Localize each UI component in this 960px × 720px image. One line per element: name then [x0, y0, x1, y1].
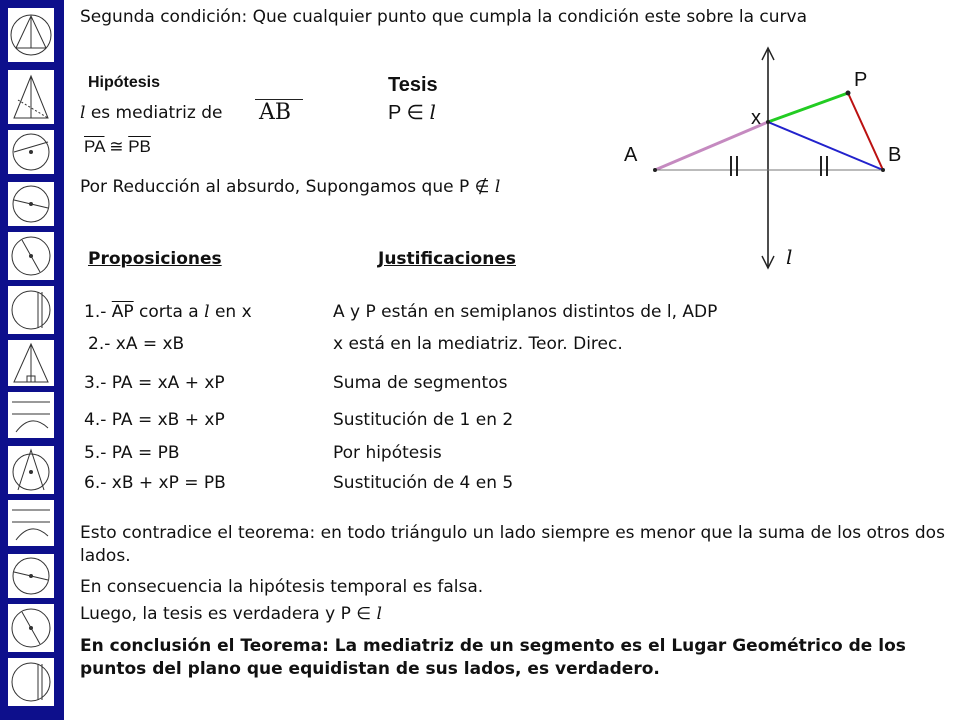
hypothesis-line-2	[84, 137, 151, 157]
segment-pb: $\overline{PB}$	[128, 137, 151, 156]
segment-xp	[768, 93, 848, 122]
label-a: A	[624, 144, 638, 166]
segment-pa: $\overline{PA}$	[84, 137, 105, 156]
absurd-assumption	[80, 177, 500, 197]
hypothesis-heading: Hipótesis	[88, 74, 161, 91]
label-x: x	[751, 107, 761, 129]
step-3: 3.- PA = xA + xP	[84, 373, 225, 393]
justifications-heading: Justificaciones	[378, 249, 516, 269]
step-6: 6.- xB + xP = PB	[84, 473, 226, 493]
theorem-conclusion: En conclusión el Teorema: La mediatriz de un segmento es el Lugar Geométrico de los puntos del plano que equidistan de sus lados, es verdadero.	[80, 636, 906, 679]
point-a	[653, 168, 657, 172]
mediatrix-diagram	[600, 40, 930, 280]
thumbnail-4[interactable]	[8, 182, 54, 226]
step-1-justification: A y P están en semiplanos distintos de l, ADP	[333, 302, 718, 322]
slide-title: Segunda condición: Que cualquier punto que cumpla la condición este sobre la curva	[80, 7, 808, 27]
thesis-text: P ∈	[388, 102, 430, 124]
assumption-text: Por Reducción al absurdo, Supongamos que P ∉	[80, 177, 495, 197]
step-1-mid: corta a	[133, 302, 205, 322]
thesis-statement	[388, 100, 436, 125]
thesis-heading: Tesis	[388, 74, 438, 96]
step-2: 2.- xA = xB	[88, 334, 185, 354]
thumbnail-3[interactable]	[8, 130, 54, 174]
thesis-true-text: Luego, la tesis es verdadera y P ∈	[80, 604, 377, 624]
point-p	[846, 91, 851, 96]
segment-ax	[655, 122, 768, 170]
label-p: P	[854, 69, 868, 91]
thumbnail-10[interactable]	[8, 500, 54, 546]
thumbnail-7[interactable]	[8, 340, 54, 386]
point-b	[881, 168, 885, 172]
step-5-justification: Por hipótesis	[333, 443, 442, 463]
segment-ab: AB	[255, 99, 303, 126]
label-l: l	[786, 245, 793, 269]
thesis-variable: l	[429, 100, 436, 124]
step-4-justification: Sustitución de 1 en 2	[333, 410, 514, 430]
false-hypothesis-line: En consecuencia la hipótesis temporal es falsa.	[80, 577, 484, 597]
step-1-prefix: 1.-	[84, 302, 112, 322]
thumbnail-1[interactable]	[8, 8, 54, 62]
thumbnail-13[interactable]	[8, 658, 54, 706]
thesis-true-line	[80, 603, 950, 626]
step-3-justification: Suma de segmentos	[333, 373, 508, 393]
step-4: 4.- PA = xB + xP	[84, 410, 225, 430]
propositions-heading: Proposiciones	[88, 249, 222, 269]
thumbnail-8[interactable]	[8, 392, 54, 438]
label-b: B	[888, 144, 902, 166]
step-1-variable: l	[204, 302, 210, 322]
assumption-variable: l	[494, 177, 501, 197]
thumbnail-sidebar	[0, 0, 64, 720]
step-5: 5.- PA = PB	[84, 443, 180, 463]
segment-xb	[768, 122, 883, 170]
thumbnail-9[interactable]	[8, 446, 54, 494]
thumbnail-12[interactable]	[8, 604, 54, 652]
step-6-justification: Sustitución de 4 en 5	[333, 473, 514, 493]
step-1	[84, 302, 252, 322]
step-2-justification: x está en la mediatriz. Teor. Direc.	[333, 334, 623, 354]
step-1-segment: $\overline{AP}$	[111, 302, 134, 322]
thumbnail-5[interactable]	[8, 232, 54, 280]
mediatrix-variable: l	[80, 103, 86, 123]
hypothesis-line-1-text: es mediatriz de	[85, 103, 223, 123]
thesis-true-variable: l	[376, 604, 382, 624]
point-x	[766, 120, 770, 124]
contradiction-paragraph: Esto contradice el teorema: en todo triángulo un lado siempre es menor que la suma de los otros dos lados.	[80, 523, 945, 566]
congruent-symbol: ≅	[104, 137, 129, 156]
thumbnail-2[interactable]	[8, 70, 54, 124]
thumbnail-11[interactable]	[8, 554, 54, 598]
hypothesis-line-1	[80, 103, 222, 123]
thumbnail-6[interactable]	[8, 286, 54, 334]
step-1-suffix: en x	[209, 302, 252, 322]
